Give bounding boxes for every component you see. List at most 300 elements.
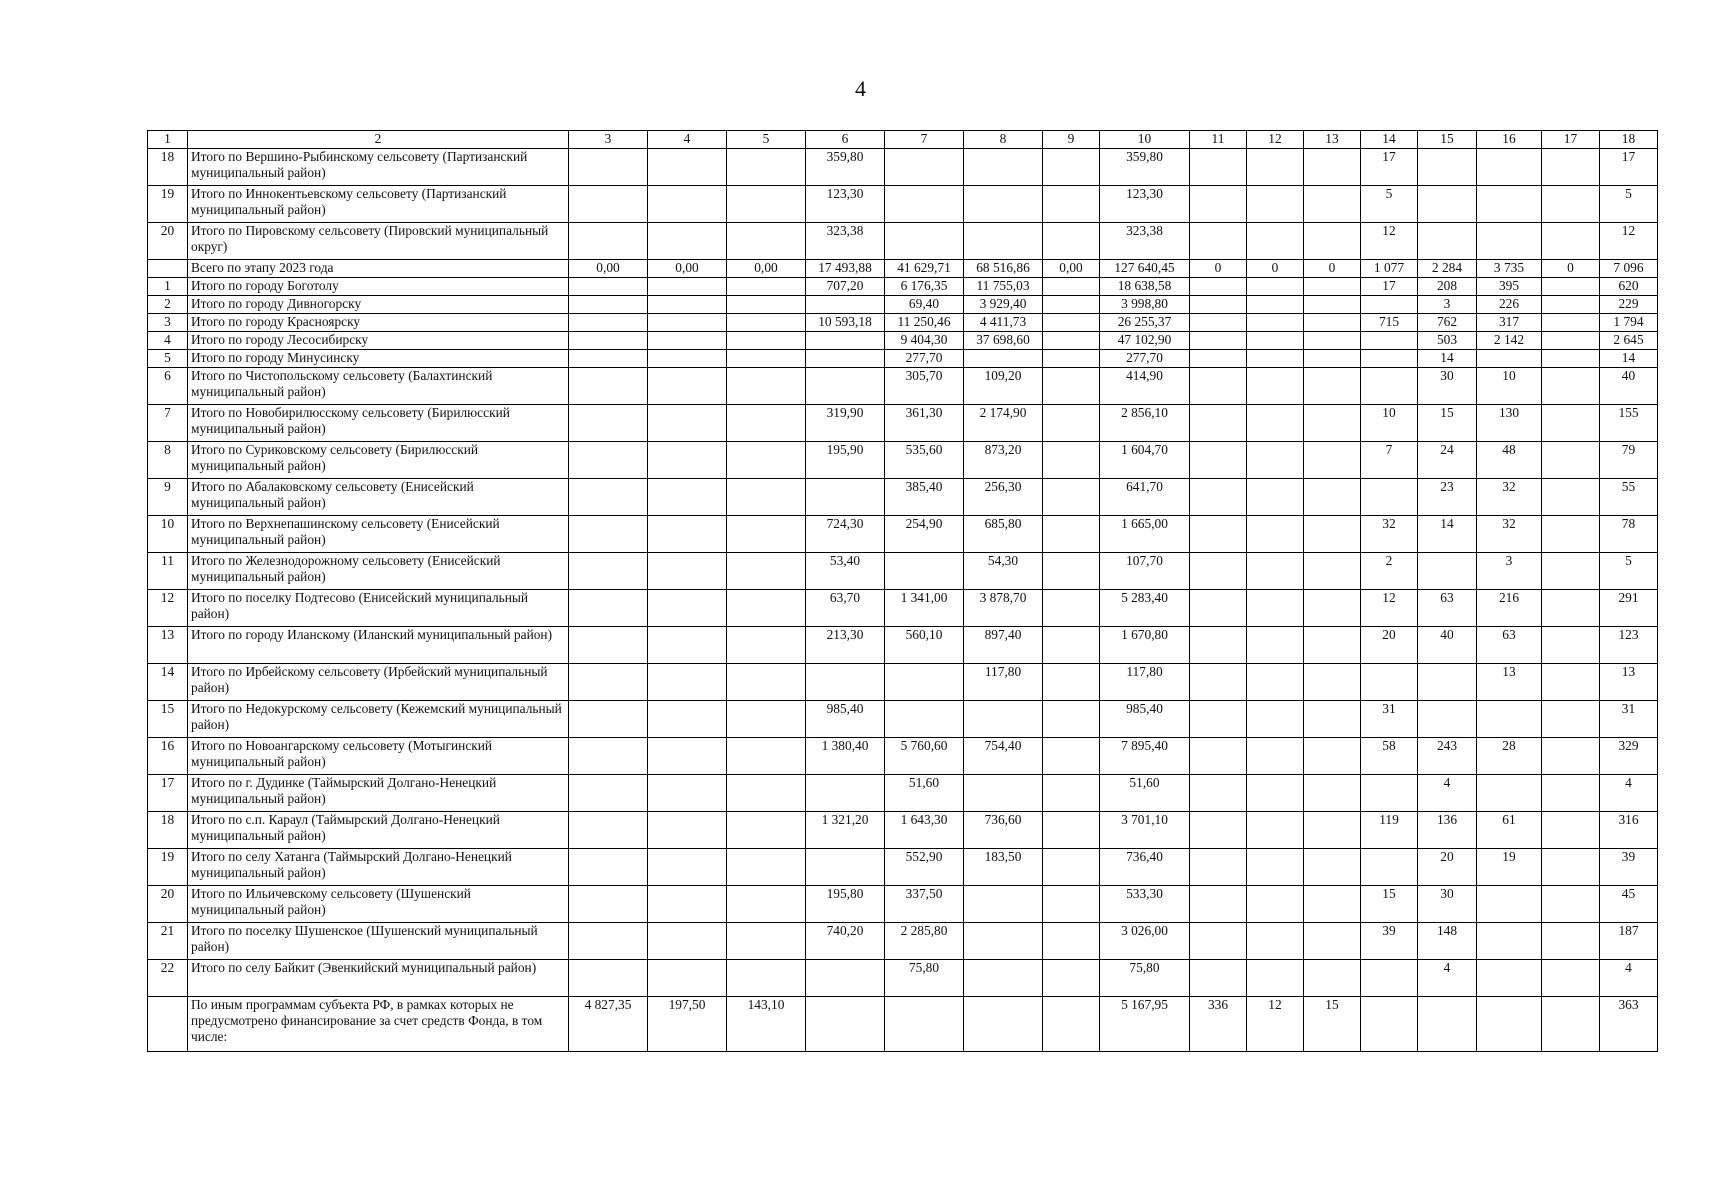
value-cell <box>1361 960 1418 997</box>
value-cell <box>1542 590 1600 627</box>
value-cell: 754,40 <box>964 738 1043 775</box>
value-cell: 4 827,35 <box>569 997 648 1052</box>
page-number: 4 <box>855 76 866 101</box>
value-cell: 707,20 <box>806 278 885 296</box>
value-cell <box>1190 314 1247 332</box>
row-name-cell: Итого по Чистопольскому сельсовету (Балахтинский муниципальный район) <box>188 368 569 405</box>
value-cell: 715 <box>1361 314 1418 332</box>
row-number-cell: 5 <box>148 350 188 368</box>
value-cell: 61 <box>1477 812 1542 849</box>
value-cell <box>1542 923 1600 960</box>
value-cell <box>1304 442 1361 479</box>
value-cell: 30 <box>1418 368 1477 405</box>
value-cell <box>727 738 806 775</box>
value-cell: 117,80 <box>964 664 1043 701</box>
value-cell <box>1043 296 1100 314</box>
value-cell <box>1418 149 1477 186</box>
value-cell <box>1247 664 1304 701</box>
value-cell <box>1043 738 1100 775</box>
value-cell: 28 <box>1477 738 1542 775</box>
value-cell: 24 <box>1418 442 1477 479</box>
value-cell <box>1247 960 1304 997</box>
value-cell <box>964 223 1043 260</box>
value-cell: 254,90 <box>885 516 964 553</box>
value-cell <box>1304 960 1361 997</box>
value-cell: 15 <box>1361 886 1418 923</box>
value-cell <box>1190 664 1247 701</box>
value-cell <box>1542 479 1600 516</box>
value-cell <box>1418 186 1477 223</box>
value-cell <box>569 812 648 849</box>
value-cell: 316 <box>1600 812 1658 849</box>
row-number-cell: 10 <box>148 516 188 553</box>
value-cell: 0,00 <box>727 260 806 278</box>
value-cell <box>1542 314 1600 332</box>
table-row <box>148 223 1658 260</box>
value-cell: 12 <box>1600 223 1658 260</box>
value-cell <box>569 149 648 186</box>
value-cell: 63,70 <box>806 590 885 627</box>
value-cell <box>806 350 885 368</box>
value-cell <box>1190 186 1247 223</box>
row-name-cell: Итого по городу Иланскому (Иланский муниципальный район) <box>188 627 569 664</box>
value-cell <box>1190 516 1247 553</box>
table-row <box>148 701 1658 738</box>
value-cell <box>569 186 648 223</box>
value-cell: 7 <box>1361 442 1418 479</box>
column-header: 15 <box>1418 131 1477 149</box>
value-cell: 7 895,40 <box>1100 738 1190 775</box>
row-name-cell: Итого по селу Хатанга (Таймырский Долгано-Ненецкий муниципальный район) <box>188 849 569 886</box>
value-cell <box>569 664 648 701</box>
value-cell: 685,80 <box>964 516 1043 553</box>
value-cell <box>1477 149 1542 186</box>
value-cell: 0 <box>1542 260 1600 278</box>
value-cell <box>1043 186 1100 223</box>
value-cell: 127 640,45 <box>1100 260 1190 278</box>
value-cell <box>1247 442 1304 479</box>
row-name-cell: Итого по поселку Подтесово (Енисейский муниципальный район) <box>188 590 569 627</box>
value-cell: 323,38 <box>806 223 885 260</box>
value-cell <box>648 590 727 627</box>
value-cell <box>1043 332 1100 350</box>
table-row <box>148 516 1658 553</box>
value-cell <box>1190 278 1247 296</box>
value-cell: 119 <box>1361 812 1418 849</box>
value-cell <box>1304 149 1361 186</box>
value-cell <box>964 186 1043 223</box>
value-cell: 14 <box>1418 350 1477 368</box>
value-cell: 143,10 <box>727 997 806 1052</box>
value-cell <box>1247 590 1304 627</box>
value-cell: 337,50 <box>885 886 964 923</box>
value-cell: 31 <box>1361 701 1418 738</box>
value-cell: 535,60 <box>885 442 964 479</box>
value-cell <box>1190 960 1247 997</box>
table-row <box>148 627 1658 664</box>
value-cell <box>806 332 885 350</box>
value-cell <box>1043 553 1100 590</box>
row-number-cell <box>148 997 188 1052</box>
value-cell: 40 <box>1600 368 1658 405</box>
table-row <box>148 960 1658 997</box>
value-cell <box>1247 314 1304 332</box>
value-cell <box>1247 405 1304 442</box>
value-cell <box>1304 775 1361 812</box>
column-header: 12 <box>1247 131 1304 149</box>
value-cell <box>1043 997 1100 1052</box>
row-name-cell: Итого по городу Красноярску <box>188 314 569 332</box>
value-cell: 5 <box>1361 186 1418 223</box>
value-cell <box>1477 775 1542 812</box>
value-cell: 136 <box>1418 812 1477 849</box>
value-cell: 4 411,73 <box>964 314 1043 332</box>
value-cell <box>1304 479 1361 516</box>
value-cell <box>727 278 806 296</box>
value-cell <box>1304 886 1361 923</box>
value-cell <box>727 332 806 350</box>
value-cell <box>1418 997 1477 1052</box>
value-cell: 724,30 <box>806 516 885 553</box>
value-cell <box>1542 849 1600 886</box>
row-name-cell: Итого по Вершино-Рыбинскому сельсовету (Партизанский муниципальный район) <box>188 149 569 186</box>
data-table <box>147 130 1658 1052</box>
value-cell: 26 255,37 <box>1100 314 1190 332</box>
value-cell: 32 <box>1477 479 1542 516</box>
row-name-cell: Итого по Новобирилюсскому сельсовету (Бирилюсский муниципальный район) <box>188 405 569 442</box>
value-cell: 3 <box>1418 296 1477 314</box>
value-cell: 54,30 <box>964 553 1043 590</box>
value-cell <box>727 812 806 849</box>
value-cell <box>648 149 727 186</box>
row-number-cell: 16 <box>148 738 188 775</box>
value-cell <box>964 997 1043 1052</box>
value-cell: 39 <box>1600 849 1658 886</box>
value-cell <box>1418 223 1477 260</box>
value-cell <box>569 479 648 516</box>
value-cell: 17 <box>1361 278 1418 296</box>
value-cell <box>964 149 1043 186</box>
row-number-cell: 15 <box>148 701 188 738</box>
value-cell <box>648 886 727 923</box>
value-cell: 336 <box>1190 997 1247 1052</box>
value-cell <box>1247 627 1304 664</box>
value-cell <box>1542 812 1600 849</box>
value-cell <box>648 368 727 405</box>
table-row <box>148 553 1658 590</box>
row-number-cell: 11 <box>148 553 188 590</box>
value-cell: 3 878,70 <box>964 590 1043 627</box>
value-cell <box>885 997 964 1052</box>
row-name-cell: Итого по Суриковскому сельсовету (Бирилюсский муниципальный район) <box>188 442 569 479</box>
value-cell: 20 <box>1418 849 1477 886</box>
value-cell: 277,70 <box>1100 350 1190 368</box>
value-cell <box>1247 479 1304 516</box>
value-cell <box>1043 775 1100 812</box>
value-cell <box>1247 923 1304 960</box>
value-cell <box>727 442 806 479</box>
value-cell: 0,00 <box>1043 260 1100 278</box>
value-cell: 277,70 <box>885 350 964 368</box>
value-cell <box>1190 590 1247 627</box>
value-cell: 0,00 <box>569 260 648 278</box>
value-cell <box>727 223 806 260</box>
value-cell <box>1190 405 1247 442</box>
value-cell <box>806 296 885 314</box>
row-number-cell: 17 <box>148 775 188 812</box>
value-cell <box>806 997 885 1052</box>
value-cell: 359,80 <box>806 149 885 186</box>
value-cell: 11 250,46 <box>885 314 964 332</box>
value-cell: 13 <box>1600 664 1658 701</box>
value-cell <box>1190 701 1247 738</box>
value-cell: 5 167,95 <box>1100 997 1190 1052</box>
value-cell <box>569 775 648 812</box>
table-row <box>148 775 1658 812</box>
value-cell: 51,60 <box>885 775 964 812</box>
row-name-cell: Итого по городу Дивногорску <box>188 296 569 314</box>
row-number-cell: 7 <box>148 405 188 442</box>
value-cell <box>648 350 727 368</box>
value-cell <box>1542 997 1600 1052</box>
value-cell: 873,20 <box>964 442 1043 479</box>
table-row <box>148 849 1658 886</box>
value-cell <box>1542 701 1600 738</box>
column-header: 2 <box>188 131 569 149</box>
value-cell <box>1043 701 1100 738</box>
row-name-cell: Итого по с.п. Караул (Таймырский Долгано-Ненецкий муниципальный район) <box>188 812 569 849</box>
value-cell <box>1043 405 1100 442</box>
value-cell <box>727 368 806 405</box>
value-cell <box>1304 923 1361 960</box>
value-cell <box>1477 350 1542 368</box>
value-cell <box>648 405 727 442</box>
value-cell <box>1190 849 1247 886</box>
value-cell <box>648 223 727 260</box>
value-cell <box>648 738 727 775</box>
value-cell <box>1247 886 1304 923</box>
table-row <box>148 368 1658 405</box>
value-cell <box>727 149 806 186</box>
value-cell: 305,70 <box>885 368 964 405</box>
value-cell <box>727 296 806 314</box>
row-number-cell: 18 <box>148 812 188 849</box>
row-number-cell: 6 <box>148 368 188 405</box>
value-cell <box>1304 278 1361 296</box>
value-cell: 58 <box>1361 738 1418 775</box>
value-cell: 740,20 <box>806 923 885 960</box>
value-cell: 620 <box>1600 278 1658 296</box>
value-cell <box>1043 886 1100 923</box>
value-cell: 7 096 <box>1600 260 1658 278</box>
table-row <box>148 405 1658 442</box>
value-cell: 41 629,71 <box>885 260 964 278</box>
value-cell: 197,50 <box>648 997 727 1052</box>
row-number-cell: 4 <box>148 332 188 350</box>
value-cell: 195,80 <box>806 886 885 923</box>
row-number-cell: 20 <box>148 223 188 260</box>
value-cell: 503 <box>1418 332 1477 350</box>
row-name-cell: Итого по городу Минусинску <box>188 350 569 368</box>
value-cell <box>569 701 648 738</box>
value-cell: 2 645 <box>1600 332 1658 350</box>
value-cell <box>964 701 1043 738</box>
value-cell <box>727 553 806 590</box>
value-cell <box>964 350 1043 368</box>
value-cell <box>964 923 1043 960</box>
value-cell: 39 <box>1361 923 1418 960</box>
value-cell: 5 <box>1600 186 1658 223</box>
value-cell <box>1477 701 1542 738</box>
value-cell: 19 <box>1477 849 1542 886</box>
value-cell <box>569 332 648 350</box>
value-cell <box>885 553 964 590</box>
value-cell <box>1361 775 1418 812</box>
value-cell: 323,38 <box>1100 223 1190 260</box>
row-number-cell: 8 <box>148 442 188 479</box>
value-cell <box>1043 923 1100 960</box>
value-cell <box>1043 960 1100 997</box>
value-cell <box>1043 590 1100 627</box>
value-cell: 79 <box>1600 442 1658 479</box>
value-cell <box>1304 332 1361 350</box>
value-cell <box>648 775 727 812</box>
value-cell: 107,70 <box>1100 553 1190 590</box>
value-cell: 762 <box>1418 314 1477 332</box>
value-cell <box>1190 738 1247 775</box>
value-cell <box>885 664 964 701</box>
value-cell <box>569 553 648 590</box>
value-cell: 641,70 <box>1100 479 1190 516</box>
value-cell: 243 <box>1418 738 1477 775</box>
value-cell <box>1247 186 1304 223</box>
value-cell: 3 026,00 <box>1100 923 1190 960</box>
row-name-cell: Итого по Новоангарскому сельсовету (Мотыгинский муниципальный район) <box>188 738 569 775</box>
value-cell <box>964 775 1043 812</box>
value-cell <box>1542 516 1600 553</box>
value-cell <box>727 960 806 997</box>
row-name-cell: Итого по Железнодорожному сельсовету (Енисейский муниципальный район) <box>188 553 569 590</box>
value-cell: 75,80 <box>885 960 964 997</box>
value-cell <box>1190 149 1247 186</box>
value-cell <box>648 664 727 701</box>
value-cell <box>1247 149 1304 186</box>
value-cell: 395 <box>1477 278 1542 296</box>
column-header: 7 <box>885 131 964 149</box>
value-cell: 2 285,80 <box>885 923 964 960</box>
row-number-cell: 22 <box>148 960 188 997</box>
value-cell: 897,40 <box>964 627 1043 664</box>
column-header: 3 <box>569 131 648 149</box>
value-cell: 3 <box>1477 553 1542 590</box>
value-cell: 10 <box>1361 405 1418 442</box>
value-cell <box>569 296 648 314</box>
value-cell <box>648 278 727 296</box>
value-cell <box>727 775 806 812</box>
value-cell <box>727 314 806 332</box>
value-cell <box>1043 350 1100 368</box>
table-row <box>148 886 1658 923</box>
value-cell: 363 <box>1600 997 1658 1052</box>
value-cell <box>1247 812 1304 849</box>
value-cell <box>569 923 648 960</box>
value-cell <box>1043 479 1100 516</box>
value-cell: 1 665,00 <box>1100 516 1190 553</box>
value-cell <box>1418 664 1477 701</box>
value-cell: 560,10 <box>885 627 964 664</box>
value-cell: 15 <box>1304 997 1361 1052</box>
value-cell <box>569 314 648 332</box>
value-cell <box>1043 812 1100 849</box>
value-cell: 2 856,10 <box>1100 405 1190 442</box>
value-cell: 10 593,18 <box>806 314 885 332</box>
column-header: 4 <box>648 131 727 149</box>
table-row <box>148 479 1658 516</box>
value-cell: 985,40 <box>1100 701 1190 738</box>
table-row <box>148 314 1658 332</box>
value-cell: 226 <box>1477 296 1542 314</box>
value-cell: 32 <box>1477 516 1542 553</box>
value-cell: 187 <box>1600 923 1658 960</box>
header-row <box>148 131 1658 149</box>
value-cell <box>648 186 727 223</box>
value-cell <box>1190 223 1247 260</box>
value-cell: 123 <box>1600 627 1658 664</box>
value-cell <box>1477 960 1542 997</box>
value-cell <box>1542 296 1600 314</box>
row-number-cell: 12 <box>148 590 188 627</box>
value-cell: 5 760,60 <box>885 738 964 775</box>
value-cell: 4 <box>1418 775 1477 812</box>
value-cell <box>727 664 806 701</box>
value-cell: 123,30 <box>1100 186 1190 223</box>
value-cell <box>648 314 727 332</box>
value-cell <box>1304 849 1361 886</box>
value-cell: 75,80 <box>1100 960 1190 997</box>
value-cell: 552,90 <box>885 849 964 886</box>
value-cell <box>648 553 727 590</box>
value-cell <box>727 350 806 368</box>
value-cell: 3 701,10 <box>1100 812 1190 849</box>
value-cell <box>1477 223 1542 260</box>
value-cell <box>727 701 806 738</box>
value-cell: 148 <box>1418 923 1477 960</box>
row-number-cell: 19 <box>148 186 188 223</box>
value-cell: 13 <box>1477 664 1542 701</box>
value-cell <box>1542 775 1600 812</box>
value-cell <box>648 442 727 479</box>
value-cell <box>1542 886 1600 923</box>
value-cell: 0,00 <box>648 260 727 278</box>
value-cell: 229 <box>1600 296 1658 314</box>
value-cell <box>1043 149 1100 186</box>
value-cell <box>1247 775 1304 812</box>
row-number-cell: 20 <box>148 886 188 923</box>
value-cell <box>1477 186 1542 223</box>
value-cell: 361,30 <box>885 405 964 442</box>
column-header: 18 <box>1600 131 1658 149</box>
row-number-cell: 1 <box>148 278 188 296</box>
value-cell: 5 283,40 <box>1100 590 1190 627</box>
value-cell <box>648 701 727 738</box>
value-cell: 3 929,40 <box>964 296 1043 314</box>
value-cell <box>885 223 964 260</box>
value-cell <box>1418 701 1477 738</box>
value-cell <box>1361 296 1418 314</box>
value-cell <box>648 812 727 849</box>
value-cell <box>1477 997 1542 1052</box>
row-name-cell: Итого по Недокурскому сельсовету (Кежемский муниципальный район) <box>188 701 569 738</box>
